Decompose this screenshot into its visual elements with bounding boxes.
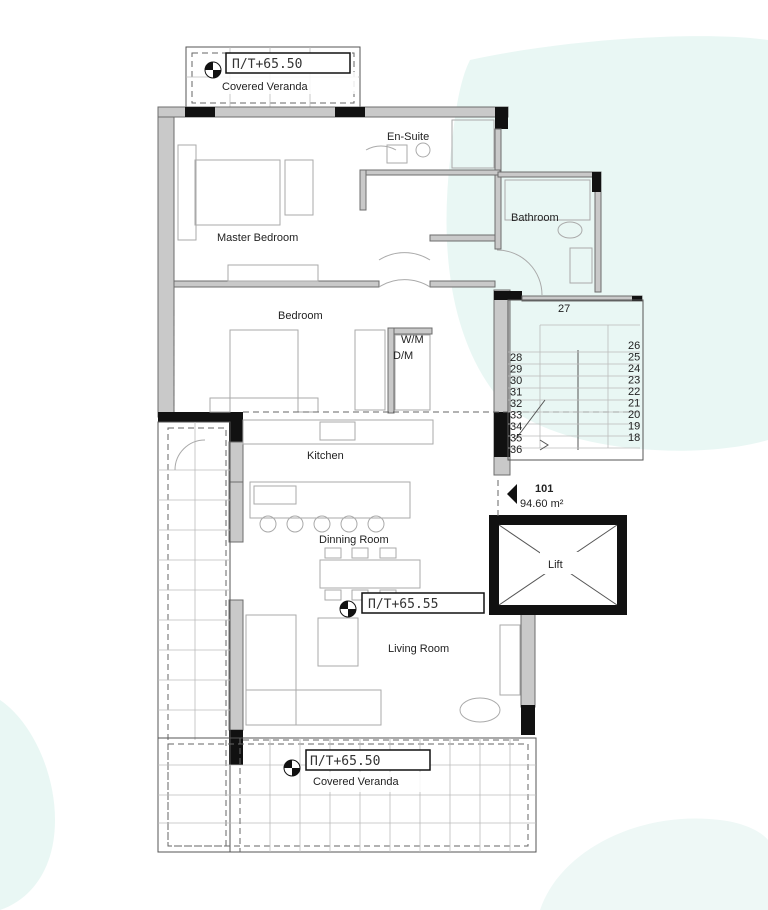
- room-label-kitchen: Kitchen: [307, 450, 344, 462]
- stair-number-right: 20: [628, 409, 641, 421]
- entry-arrow-icon: [507, 484, 517, 504]
- background-shape-left: [0, 700, 55, 910]
- room-label-wm: W/M: [401, 334, 424, 346]
- side-veranda: [158, 422, 230, 852]
- level-text-living: Π/Τ+65.55: [368, 597, 439, 612]
- room-label-covered-veranda-bottom: Covered Veranda: [313, 776, 399, 788]
- unit-area: 94.60 m²: [520, 498, 564, 510]
- room-label-bathroom: Bathroom: [511, 212, 559, 224]
- stair-number-left: 33: [510, 409, 523, 422]
- room-label-dm: D/M: [393, 350, 414, 362]
- stair-number-right: 18: [628, 432, 641, 444]
- stair-number-right: 23: [628, 374, 641, 387]
- unit-number: 101: [535, 483, 554, 495]
- stair-number-right: 26: [628, 340, 641, 352]
- stair-number-right: 25: [628, 351, 641, 364]
- level-marker-icon-living: [340, 601, 356, 617]
- stair-number-left: 36: [510, 444, 523, 456]
- stair-number-left: 29: [510, 363, 523, 376]
- level-text-top: Π/Τ+65.50: [232, 57, 303, 72]
- level-text-bottom: Π/Τ+65.50: [310, 754, 381, 769]
- stair-number-right: 21: [628, 397, 641, 410]
- stair-number-right: 24: [628, 363, 641, 375]
- room-label-en-suite: En-Suite: [387, 131, 430, 143]
- level-marker-icon-bottom: [284, 760, 300, 776]
- stair-numbers-left: [510, 352, 522, 456]
- stair-number-right: 19: [628, 420, 641, 433]
- stair-numbers-right: [628, 340, 640, 444]
- stair-number-left: 32: [510, 398, 523, 410]
- room-label-living-room: Living Room: [388, 643, 450, 655]
- room-label-master-bedroom: Master Bedroom: [217, 232, 299, 244]
- stair-number-right: 22: [628, 386, 641, 398]
- room-label-covered-veranda-top: Covered Veranda: [222, 81, 308, 93]
- stair-number-left: 34: [510, 421, 523, 433]
- level-marker-icon-top: [205, 62, 221, 78]
- room-label-dinning-room: Dinning Room: [319, 534, 389, 546]
- room-label-lift: Lift: [548, 559, 563, 571]
- stair-number-top: 27: [558, 303, 571, 315]
- background-shape-bottom: [540, 818, 768, 910]
- stair-number-left: 30: [510, 375, 523, 387]
- stair-number-left: 28: [510, 352, 523, 364]
- stair-number-left: 31: [510, 386, 523, 399]
- stair-number-left: 35: [510, 432, 523, 445]
- room-label-bedroom: Bedroom: [278, 310, 323, 322]
